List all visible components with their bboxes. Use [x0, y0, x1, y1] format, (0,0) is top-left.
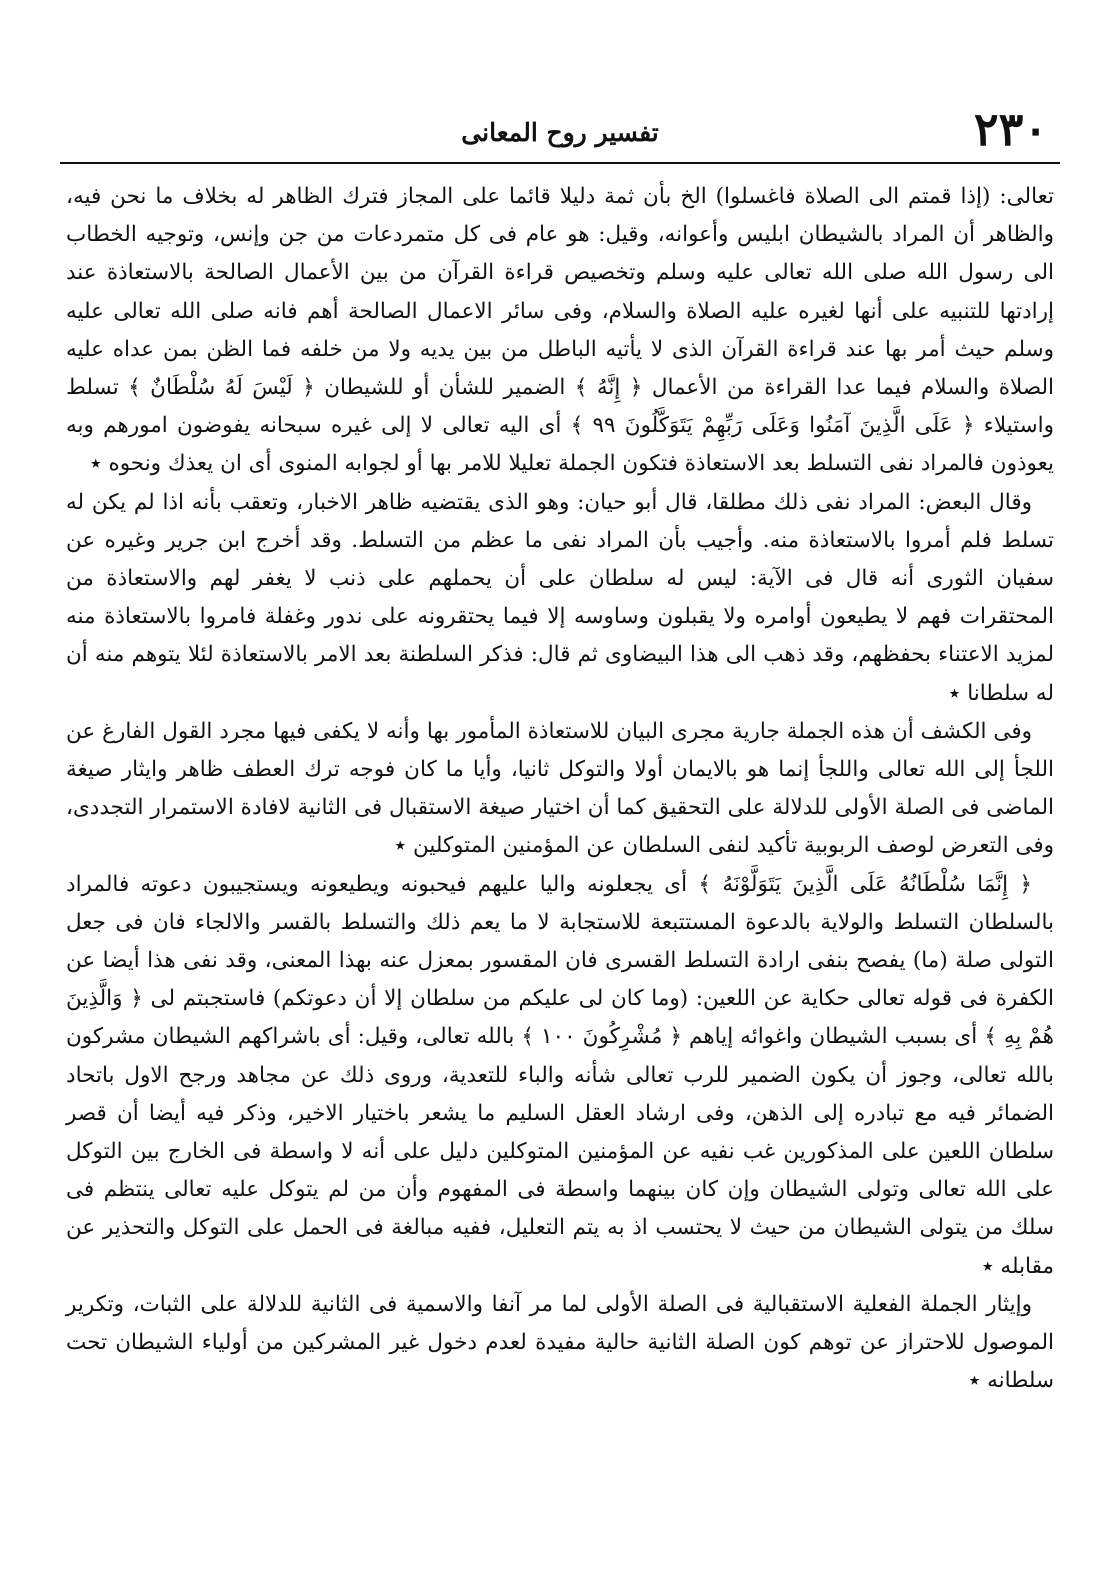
running-title: تفسير روح المعانى [461, 118, 659, 147]
paragraph: ﴿ إِنَّمَا سُلْطَانُهُ عَلَى الَّذِينَ يَتَوَلَّوْنَهُ ﴾ أى يجعلونه واليا عليهم فيحبونه ويطيعونه ويستجيبون دعوته فالمراد بالسلطان التسلط والولاية بالدعوة المستتبعة للاستجابة لا ما يعم ذلك والتسلط بالقسر والالجاء فان فى جعل التولى صلة (ما) يفصح بنفى ارادة التسلط القسرى فان المقسور بمعزل عنه بهذا المعنى، وقد نفى هذا أيضا عن الكفرة فى قوله تعالى حكاية عن اللعين: (وما كان لى عليكم من سلطان إلا أن دعوتكم) فاستجبتم لى ﴿ وَالَّذِينَ هُمْ بِهِ ﴾ أى بسبب الشيطان واغوائه إياهم ﴿ مُشْرِكُونَ ١٠٠ ﴾ بالله تعالى، وقيل: أى باشراكهم الشيطان مشركون بالله تعالى، وجوز أن يكون الضمير للرب تعالى شأنه والباء للتعدية، وروى ذلك عن مجاهد ورجح الاول باتحاد الضمائر فيه مع تبادره إلى الذهن، وفى ارشاد العقل السليم ما يشعر باختيار الاخير، وذكر فيه أيضا أن قصر سلطان اللعين على المذكورين غب نفيه عن المؤمنين المتوكلين دليل على أنه لا واسطة فى الخارج بين التوكل على الله تعالى وتولى الشيطان وإن كان بينهما واسطة فى المفهوم وأن من لم يتوكل عليه تعالى ينتظم فى سلك من يتولى الشيطان من حيث لا يحتسب اذ به يتم التعليل، ففيه مبالغة فى الحمل على التوكل والتحذير عن مقابله ٭ [66, 871, 1054, 1279]
page-body [60, 164, 1060, 1401]
paragraph: وإيثار الجملة الفعلية الاستقبالية فى الصلة الأولى لما مر آنفا والاسمية فى الثانية للدلالة على الثبات، وتكرير الموصول للاحتراز عن توهم كون الصلة الثانية حالية مفيدة لعدم دخول غير المشركين من أولياء الشيطان تحت سلطانه ٭ [66, 1291, 1054, 1394]
paragraph: وقال البعض: المراد نفى ذلك مطلقا، قال أبو حيان: وهو الذى يقتضيه ظاهر الاخبار، وتعقب بأنه اذا لم يكن له تسلط فلم أمروا بالاستعاذة منه. وأجيب بأن المراد نفى ما عظم من التسلط. وقد أخرج ابن جرير وغيره عن سفيان الثورى أنه قال فى الآية: ليس له سلطان على أن يحملهم على ذنب لا يغفر لهم والاستعاذة من المحتقرات فهم لا يطيعون أوامره ولا يقبلون وساوسه إلا فيما يحتقرونه على ندور وغفلة فامروا بالاستعاذة منه لمزيد الاعتناء بحفظهم، وقد ذهب الى هذا البيضاوى ثم قال: فذكر السلطنة بعد الامر بالاستعاذة لئلا يتوهم منه أن له سلطانا ٭ [66, 489, 1054, 706]
page-header [60, 100, 1060, 164]
paragraph: وفى الكشف أن هذه الجملة جارية مجرى البيان للاستعاذة المأمور بها وأنه لا يكفى فيها مجرد القول الفارغ عن اللجأ إلى الله تعالى واللجأ إنما هو بالايمان أولا والتوكل ثانيا، وأيا ما كان فوجه ترك العطف ظاهر وايثار صيغة الماضى فى الصلة الأولى للدلالة على التحقيق كما أن اختيار صيغة الاستقبال فى الثانية لافادة الاستمرار التجددى، وفى التعرض لوصف الربوبية تأكيد لنفى السلطان عن المؤمنين المتوكلين ٭ [66, 718, 1054, 859]
book-page [60, 100, 1060, 1540]
page-number: ٢٣٠ [973, 102, 1048, 156]
paragraph: تعالى: (إذا قمتم الى الصلاة فاغسلوا) الخ بأن ثمة دليلا قائما على المجاز فترك الظاهر له بخلاف ما نحن فيه، والظاهر أن المراد بالشيطان ابليس وأعوانه، وقيل: هو عام فى كل متمردعات من جن وإنس، وتوجيه الخطاب الى رسول الله صلى الله تعالى عليه وسلم وتخصيص قراءة القرآن من بين الأعمال الصالحة بالاستعاذة عند إرادتها للتنبيه على أنها لغيره عليه الصلاة والسلام، وفى سائر الاعمال الصالحة أهم فانه صلى الله تعالى عليه وسلم حيث أمر بها عند قراءة القرآن الذى لا يأتيه الباطل من بين يديه ولا من خلفه فما الظن بمن عداه عليه الصلاة والسلام فيما عدا القراءة من الأعمال ﴿ إِنَّهُ ﴾ الضمير للشأن أو للشيطان ﴿ لَيْسَ لَهُ سُلْطَانٌ ﴾ تسلط واستيلاء ﴿ عَلَى الَّذِينَ آمَنُوا وَعَلَى رَبِّهِمْ يَتَوَكَّلُونَ ٩٩ ﴾ أى اليه تعالى لا إلى غيره سبحانه يفوضون امورهم وبه يعوذون فالمراد نفى التسلط بعد الاستعاذة فتكون الجملة تعليلا للامر بها أو لجوابه المنوى أى ان يعذك ونحوه ٭ [66, 184, 1054, 477]
